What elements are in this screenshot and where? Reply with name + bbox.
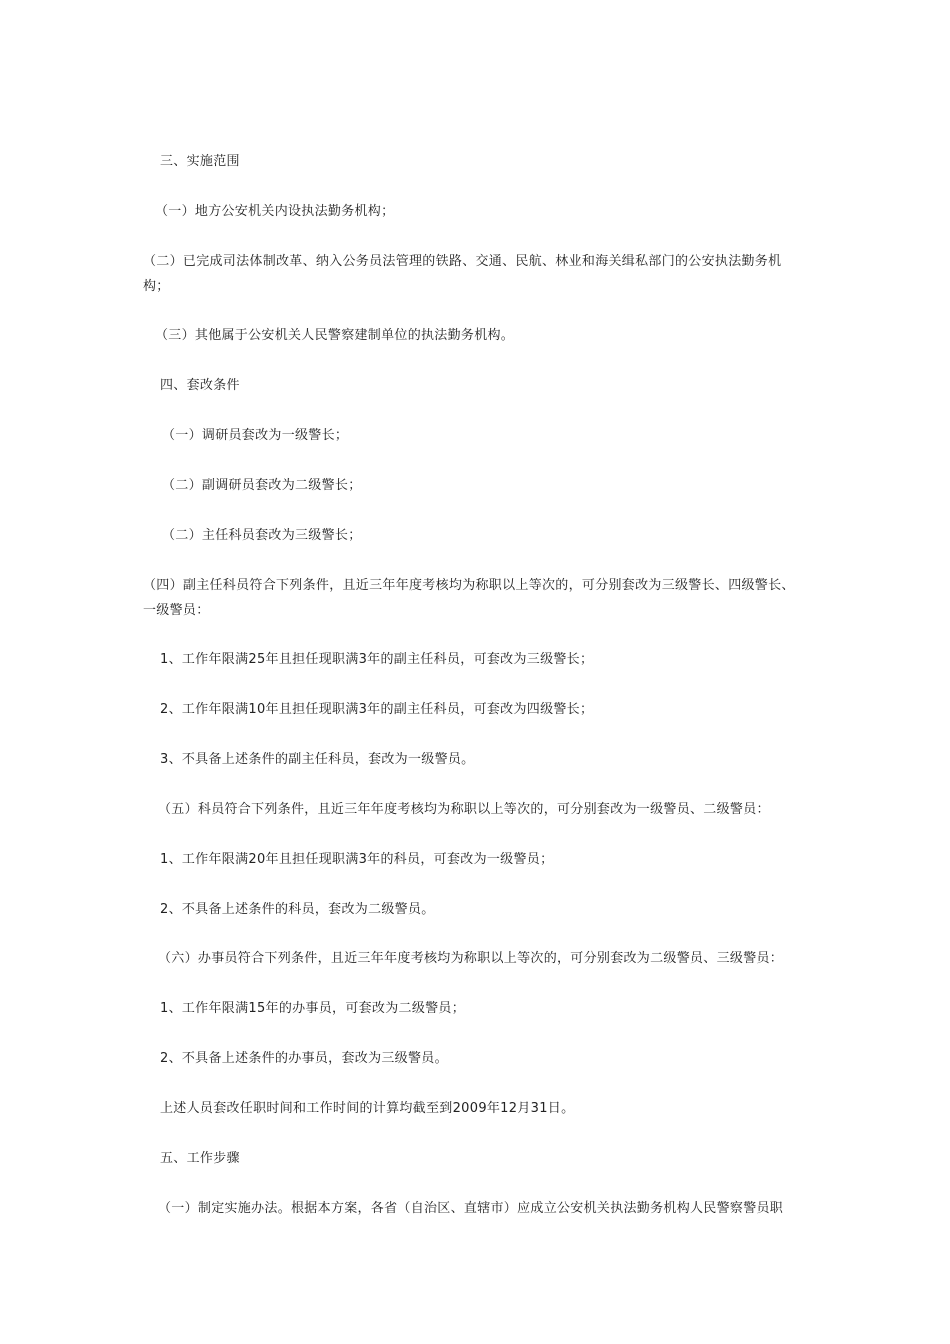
section-heading-implementation-scope: 三、实施范围 [160, 154, 240, 169]
section-heading-work-steps: 五、工作步骤 [160, 1151, 240, 1166]
paragraph: （一）地方公安机关内设执法勤务机构； [155, 204, 395, 219]
paragraph: （一）制定实施办法。根据本方案，各省（自治区、直辖市）应成立公安机关执法勤务机构人民警察警员职 [158, 1201, 784, 1216]
section-heading-conversion-conditions: 四、套改条件 [160, 378, 240, 393]
paragraph: （二）主任科员套改为三级警长； [162, 528, 362, 543]
list-item: 1、工作年限满20年且担任现职满3年的科员，可套改为一级警员； [160, 852, 554, 867]
paragraph: （一）调研员套改为一级警长； [162, 428, 349, 443]
list-item: 2、不具备上述条件的科员，套改为二级警员。 [160, 902, 435, 917]
paragraph: 上述人员套改任职时间和工作时间的计算均截至到2009年12月31日。 [160, 1101, 575, 1116]
paragraph: （四）副主任科员符合下列条件，且近三年年度考核均为称职以上等次的，可分别套改为三级警长、四级警长、一级警员： [143, 578, 795, 618]
list-item: 1、工作年限满15年的办事员，可套改为二级警员； [160, 1001, 466, 1016]
paragraph: （三）其他属于公安机关人民警察建制单位的执法勤务机构。 [155, 328, 515, 343]
paragraph: （二）副调研员套改为二级警长； [162, 478, 362, 493]
list-item: 1、工作年限满25年且担任现职满3年的副主任科员，可套改为三级警长； [160, 652, 594, 667]
list-item: 2、工作年限满10年且担任现职满3年的副主任科员，可套改为四级警长； [160, 702, 594, 717]
paragraph: （六）办事员符合下列条件，且近三年年度考核均为称职以上等次的，可分别套改为二级警员、三级警员： [158, 951, 784, 966]
list-item: 2、不具备上述条件的办事员，套改为三级警员。 [160, 1051, 448, 1066]
list-item: 3、不具备上述条件的副主任科员，套改为一级警员。 [160, 752, 475, 767]
paragraph: （五）科员符合下列条件，且近三年年度考核均为称职以上等次的，可分别套改为一级警员、二级警员： [158, 802, 770, 817]
paragraph: （二）已完成司法体制改革、纳入公务员法管理的铁路、交通、民航、林业和海关缉私部门的公安执法勤务机构； [143, 254, 782, 294]
